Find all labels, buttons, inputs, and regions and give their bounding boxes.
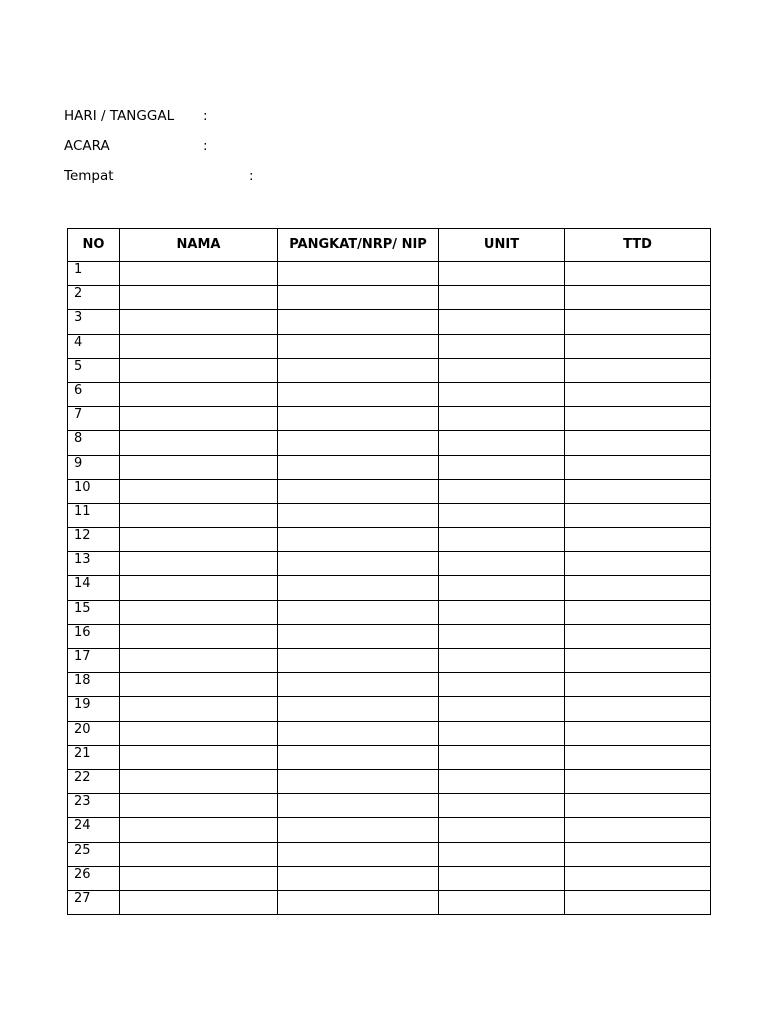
cell-nama	[120, 721, 278, 745]
cell-nama	[120, 382, 278, 406]
cell-unit	[439, 866, 565, 890]
cell-unit	[439, 890, 565, 914]
cell-pangkat-nrp-nip	[278, 382, 439, 406]
cell-no: 26	[68, 866, 120, 890]
table-row	[68, 528, 711, 552]
cell-unit	[439, 286, 565, 310]
cell-ttd	[565, 358, 711, 382]
cell-pangkat-nrp-nip	[278, 649, 439, 673]
cell-nama	[120, 624, 278, 648]
cell-no: 23	[68, 794, 120, 818]
cell-nama	[120, 286, 278, 310]
table-row	[68, 890, 711, 914]
column-header-nama: NAMA	[120, 229, 278, 262]
table-row	[68, 769, 711, 793]
cell-pangkat-nrp-nip	[278, 600, 439, 624]
cell-nama	[120, 479, 278, 503]
cell-pangkat-nrp-nip	[278, 794, 439, 818]
cell-ttd	[565, 818, 711, 842]
cell-no: 15	[68, 600, 120, 624]
cell-ttd	[565, 528, 711, 552]
cell-no: 16	[68, 624, 120, 648]
cell-unit	[439, 600, 565, 624]
cell-pangkat-nrp-nip	[278, 503, 439, 527]
cell-ttd	[565, 334, 711, 358]
cell-unit	[439, 334, 565, 358]
cell-no: 10	[68, 479, 120, 503]
cell-nama	[120, 794, 278, 818]
cell-nama	[120, 576, 278, 600]
table-row	[68, 576, 711, 600]
cell-ttd	[565, 479, 711, 503]
cell-unit	[439, 503, 565, 527]
cell-pangkat-nrp-nip	[278, 890, 439, 914]
column-header-pangkat-nrp-nip: PANGKAT/NRP/ NIP	[278, 229, 439, 262]
cell-ttd	[565, 576, 711, 600]
cell-nama	[120, 818, 278, 842]
cell-pangkat-nrp-nip	[278, 673, 439, 697]
cell-unit	[439, 794, 565, 818]
cell-pangkat-nrp-nip	[278, 455, 439, 479]
cell-pangkat-nrp-nip	[278, 528, 439, 552]
cell-unit	[439, 528, 565, 552]
cell-nama	[120, 673, 278, 697]
cell-nama	[120, 528, 278, 552]
cell-unit	[439, 431, 565, 455]
table-row	[68, 842, 711, 866]
table-row	[68, 745, 711, 769]
cell-ttd	[565, 769, 711, 793]
field-colon: :	[203, 108, 208, 124]
cell-unit	[439, 455, 565, 479]
table-row	[68, 262, 711, 286]
cell-unit	[439, 262, 565, 286]
cell-no: 19	[68, 697, 120, 721]
field-colon: :	[203, 138, 208, 154]
table-row	[68, 479, 711, 503]
table-row	[68, 697, 711, 721]
field-label: Tempat	[64, 168, 114, 184]
cell-unit	[439, 649, 565, 673]
cell-pangkat-nrp-nip	[278, 286, 439, 310]
cell-nama	[120, 649, 278, 673]
table-row	[68, 358, 711, 382]
cell-pangkat-nrp-nip	[278, 431, 439, 455]
cell-unit	[439, 624, 565, 648]
cell-ttd	[565, 794, 711, 818]
cell-no: 13	[68, 552, 120, 576]
cell-no: 1	[68, 262, 120, 286]
cell-no: 20	[68, 721, 120, 745]
field-label: HARI / TANGGAL	[64, 108, 175, 124]
cell-ttd	[565, 431, 711, 455]
column-header-ttd: TTD	[565, 229, 711, 262]
cell-nama	[120, 455, 278, 479]
cell-unit	[439, 382, 565, 406]
table-row	[68, 431, 711, 455]
cell-nama	[120, 310, 278, 334]
cell-pangkat-nrp-nip	[278, 310, 439, 334]
cell-nama	[120, 358, 278, 382]
cell-ttd	[565, 382, 711, 406]
cell-ttd	[565, 842, 711, 866]
cell-nama	[120, 890, 278, 914]
cell-pangkat-nrp-nip	[278, 334, 439, 358]
cell-ttd	[565, 697, 711, 721]
table-row	[68, 673, 711, 697]
cell-ttd	[565, 455, 711, 479]
cell-pangkat-nrp-nip	[278, 407, 439, 431]
cell-no: 14	[68, 576, 120, 600]
table-row	[68, 552, 711, 576]
cell-ttd	[565, 552, 711, 576]
cell-nama	[120, 262, 278, 286]
cell-pangkat-nrp-nip	[278, 358, 439, 382]
cell-ttd	[565, 310, 711, 334]
cell-unit	[439, 576, 565, 600]
table-row	[68, 310, 711, 334]
cell-ttd	[565, 649, 711, 673]
table-header-row	[68, 229, 711, 262]
cell-no: 18	[68, 673, 120, 697]
cell-pangkat-nrp-nip	[278, 624, 439, 648]
cell-unit	[439, 745, 565, 769]
cell-unit	[439, 697, 565, 721]
table-row	[68, 721, 711, 745]
cell-ttd	[565, 745, 711, 769]
cell-no: 21	[68, 745, 120, 769]
cell-no: 2	[68, 286, 120, 310]
table-row	[68, 382, 711, 406]
cell-pangkat-nrp-nip	[278, 576, 439, 600]
cell-pangkat-nrp-nip	[278, 697, 439, 721]
cell-pangkat-nrp-nip	[278, 769, 439, 793]
cell-ttd	[565, 890, 711, 914]
cell-pangkat-nrp-nip	[278, 721, 439, 745]
cell-ttd	[565, 286, 711, 310]
cell-ttd	[565, 503, 711, 527]
cell-ttd	[565, 624, 711, 648]
table-row	[68, 503, 711, 527]
cell-pangkat-nrp-nip	[278, 842, 439, 866]
cell-ttd	[565, 866, 711, 890]
cell-nama	[120, 600, 278, 624]
table-row	[68, 407, 711, 431]
cell-nama	[120, 745, 278, 769]
column-header-no: NO	[68, 229, 120, 262]
cell-no: 24	[68, 818, 120, 842]
cell-unit	[439, 552, 565, 576]
cell-unit	[439, 310, 565, 334]
cell-no: 4	[68, 334, 120, 358]
cell-no: 17	[68, 649, 120, 673]
column-header-unit: UNIT	[439, 229, 565, 262]
cell-pangkat-nrp-nip	[278, 479, 439, 503]
cell-unit	[439, 842, 565, 866]
cell-no: 11	[68, 503, 120, 527]
cell-pangkat-nrp-nip	[278, 866, 439, 890]
table-row	[68, 818, 711, 842]
cell-no: 6	[68, 382, 120, 406]
cell-nama	[120, 431, 278, 455]
table-row	[68, 649, 711, 673]
cell-pangkat-nrp-nip	[278, 262, 439, 286]
cell-ttd	[565, 262, 711, 286]
cell-pangkat-nrp-nip	[278, 745, 439, 769]
table-row	[68, 624, 711, 648]
table-row	[68, 866, 711, 890]
cell-ttd	[565, 721, 711, 745]
cell-no: 12	[68, 528, 120, 552]
cell-ttd	[565, 673, 711, 697]
cell-ttd	[565, 407, 711, 431]
attendance-table	[67, 228, 711, 915]
cell-nama	[120, 503, 278, 527]
cell-no: 3	[68, 310, 120, 334]
cell-no: 25	[68, 842, 120, 866]
cell-unit	[439, 818, 565, 842]
cell-no: 5	[68, 358, 120, 382]
table-row	[68, 334, 711, 358]
field-label: ACARA	[64, 138, 110, 154]
cell-pangkat-nrp-nip	[278, 552, 439, 576]
table-row	[68, 455, 711, 479]
cell-nama	[120, 407, 278, 431]
table-row	[68, 794, 711, 818]
cell-no: 8	[68, 431, 120, 455]
cell-nama	[120, 866, 278, 890]
cell-nama	[120, 552, 278, 576]
table-row	[68, 286, 711, 310]
table-row	[68, 600, 711, 624]
cell-unit	[439, 673, 565, 697]
cell-nama	[120, 697, 278, 721]
field-colon: :	[249, 168, 254, 184]
cell-unit	[439, 358, 565, 382]
cell-no: 22	[68, 769, 120, 793]
cell-unit	[439, 407, 565, 431]
cell-ttd	[565, 600, 711, 624]
cell-nama	[120, 334, 278, 358]
cell-nama	[120, 769, 278, 793]
cell-no: 7	[68, 407, 120, 431]
cell-pangkat-nrp-nip	[278, 818, 439, 842]
cell-unit	[439, 479, 565, 503]
cell-unit	[439, 721, 565, 745]
cell-no: 9	[68, 455, 120, 479]
cell-unit	[439, 769, 565, 793]
cell-no: 27	[68, 890, 120, 914]
cell-nama	[120, 842, 278, 866]
